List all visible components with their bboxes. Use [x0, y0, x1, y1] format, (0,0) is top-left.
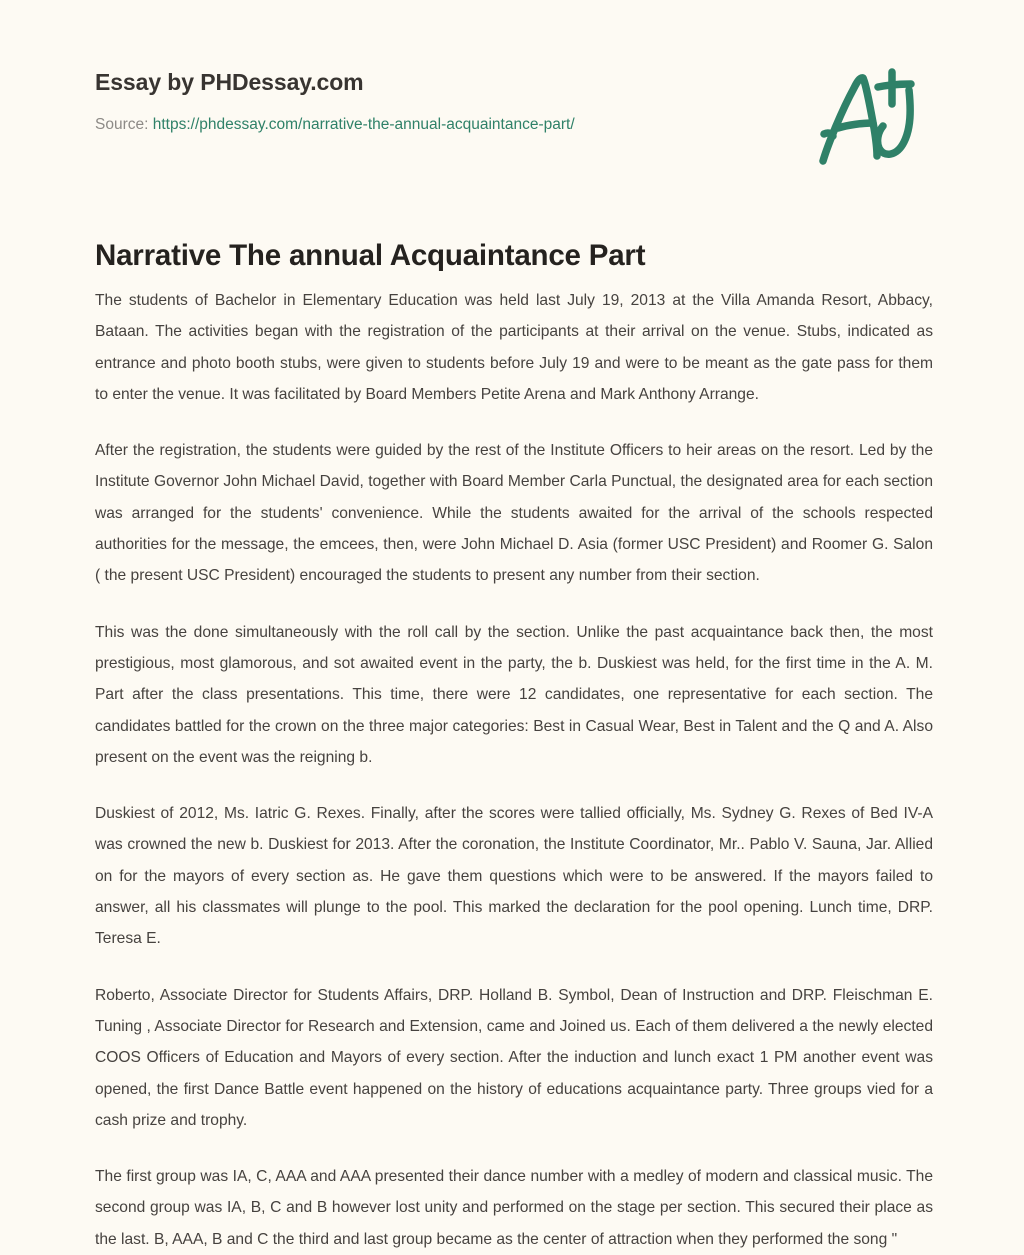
paragraph: The first group was IA, C, AAA and AAA presented their dance number with a medley of modern and classical music. The second group was IA, B, C and B however lost unity and performed on the stage per section. This secured their place as the last. B, AAA, B and C the third and last group became as the center of attraction when they performed the song "	[95, 1168, 933, 1248]
brand-title: Essay by PHDessay.com	[95, 69, 364, 95]
source-label: Source:	[95, 115, 149, 133]
paragraph: After the registration, the students were guided by the rest of the Institute Officers to heir areas on the resort. Led by the Institute Governor John Michael David, together with Board Member Carla Punctual, the designated area for each section was arranged for the students' convenience. While the students awaited for the arrival of the schools respected authorities for the message, the emcees, then, were John Michael D. Asia (former USC President) and Roomer G. Salon ( the present USC President) encouraged the students to present any number from their section.	[95, 442, 933, 585]
page-title: Narrative The annual Acquaintance Part	[95, 238, 646, 272]
source-url-link[interactable]: https://phdessay.com/narrative-the-annual-acquaintance-part/	[152, 115, 575, 133]
paragraph: Duskiest of 2012, Ms. Iatric G. Rexes. Finally, after the scores were tallied officially, Ms. Sydney G. Rexes of Bed IV-A was crowned the new b. Duskiest for 2013. After the coronation, the Institute Coordinator, Mr.. Pablo V. Sauna, Jar. Allied on for the mayors of every section as. He gave them questions which were to be answered. If the mayors failed to answer, all his classmates will plunge to the pool. This marked the declaration for the pool opening. Lunch time, DRP. Teresa E.	[95, 805, 933, 948]
paragraph: Roberto, Associate Director for Students Affairs, DRP. Holland B. Symbol, Dean of Instruction and DRP. Fleischman E. Tuning , Associate Director for Research and Extension, came and Joined us. Each of them delivered a the newly elected COOS Officers of Education and Mayors of every section. After the induction and lunch exact 1 PM another event was opened, the first Dance Battle event happened on the history of educations acquaintance party. Three groups vied for a cash prize and trophy.	[95, 986, 933, 1129]
paragraph: The students of Bachelor in Elementary Education was held last July 19, 2013 at the Villa Amanda Resort, Abbacy, Bataan. The activities began with the registration of the participants at their arrival on the venue. Stubs, indicated as entrance and photo booth stubs, were given to students before July 19 and were to be meant as the gate pass for them to enter the venue. It was facilitated by Board Members Petite Arena and Mark Anthony Arrange.	[95, 292, 933, 403]
a-plus-logo	[812, 66, 922, 171]
essay-body	[95, 285, 933, 1255]
source-line	[95, 114, 795, 136]
document-header	[95, 68, 795, 136]
paragraph: This was the done simultaneously with the roll call by the section. Unlike the past acquaintance back then, the most prestigious, most glamorous, and sot awaited event in the party, the b. Duskiest was held, for the first time in the A. M. Part after the class presentations. This time, there were 12 candidates, one representative for each section. The candidates battled for the crown on the three major categories: Best in Casual Wear, Best in Talent and the Q and A. Also present on the event was the reigning b.	[95, 623, 933, 766]
